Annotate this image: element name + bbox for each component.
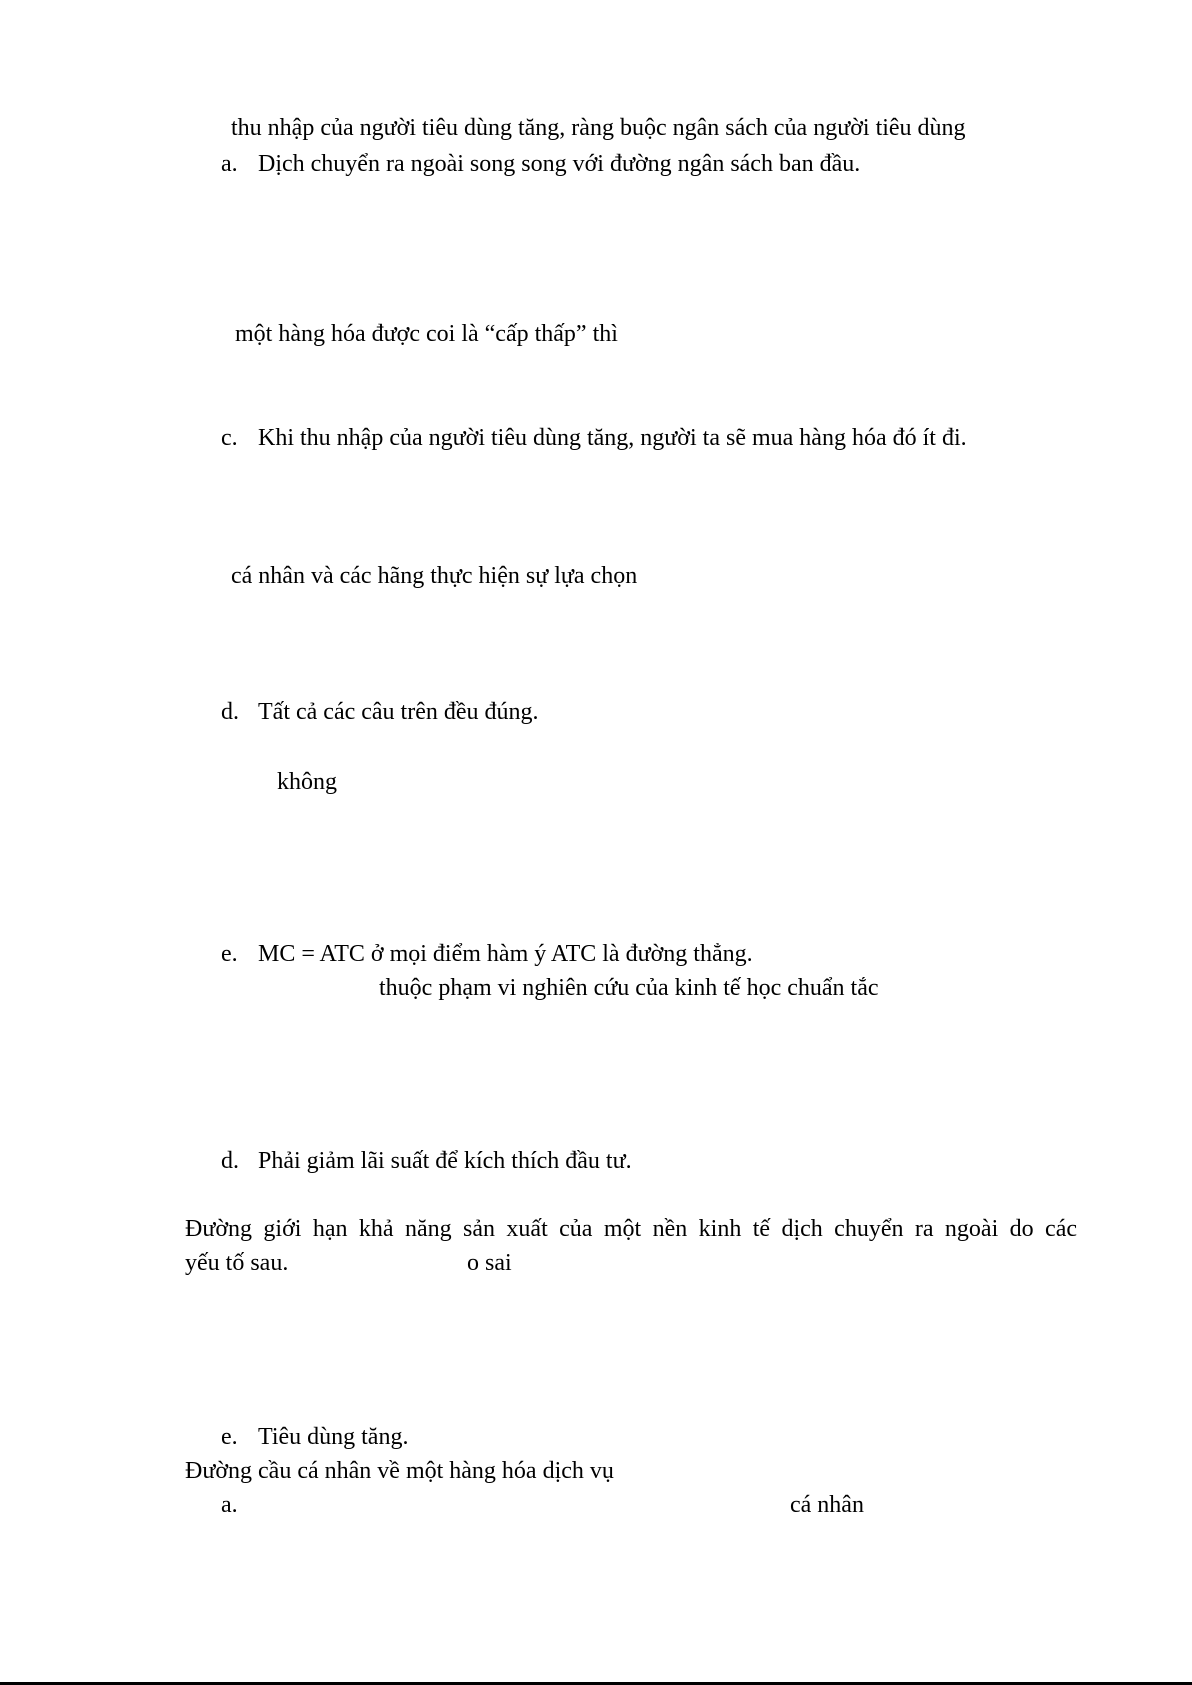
- option-marker-e-2: e.: [221, 1424, 238, 1450]
- option-text-e-2: Tiêu dùng tăng.: [258, 1424, 409, 1450]
- text-line-khong: không: [277, 769, 337, 795]
- question-ppf-line-1: Đường giới hạn khả năng sản xuất của một nền kinh tế dịch chuyển ra ngoài do các: [185, 1216, 1077, 1242]
- text-fragment-ca-nhan: cá nhân: [790, 1492, 864, 1518]
- question-ppf-line-2: yếu tố sau.: [185, 1250, 289, 1276]
- question-individual-demand: Đường cầu cá nhân về một hàng hóa dịch vụ: [185, 1458, 614, 1484]
- option-marker-a-2: a.: [221, 1492, 238, 1518]
- option-text-e: MC = ATC ở mọi điểm hàm ý ATC là đường thẳng.: [258, 941, 753, 967]
- option-text-c: Khi thu nhập của người tiêu dùng tăng, người ta sẽ mua hàng hóa đó ít đi.: [258, 425, 967, 451]
- option-marker-c: c.: [221, 425, 238, 451]
- text-line-inferior-good: một hàng hóa được coi là “cấp thấp” thì: [235, 321, 618, 347]
- text-line-individual-choice: cá nhân và các hãng thực hiện sự lựa chọn: [231, 563, 638, 589]
- option-marker-d: d.: [221, 699, 239, 725]
- option-marker-e: e.: [221, 941, 238, 967]
- option-marker-d-2: d.: [221, 1148, 239, 1174]
- option-text-d: Tất cả các câu trên đều đúng.: [258, 699, 539, 725]
- option-marker-a: a.: [221, 151, 238, 177]
- option-text-d-2: Phải giảm lãi suất để kích thích đầu tư.: [258, 1148, 632, 1174]
- option-text-a: Dịch chuyển ra ngoài song song với đường ngân sách ban đầu.: [258, 151, 861, 177]
- text-line-budget-constraint: thu nhập của người tiêu dùng tăng, ràng buộc ngân sách của người tiêu dùng: [231, 115, 966, 141]
- text-fragment-o-sai: o sai: [467, 1250, 512, 1276]
- text-line-normative-economics: thuộc phạm vi nghiên cứu của kinh tế học chuẩn tắc: [379, 975, 879, 1001]
